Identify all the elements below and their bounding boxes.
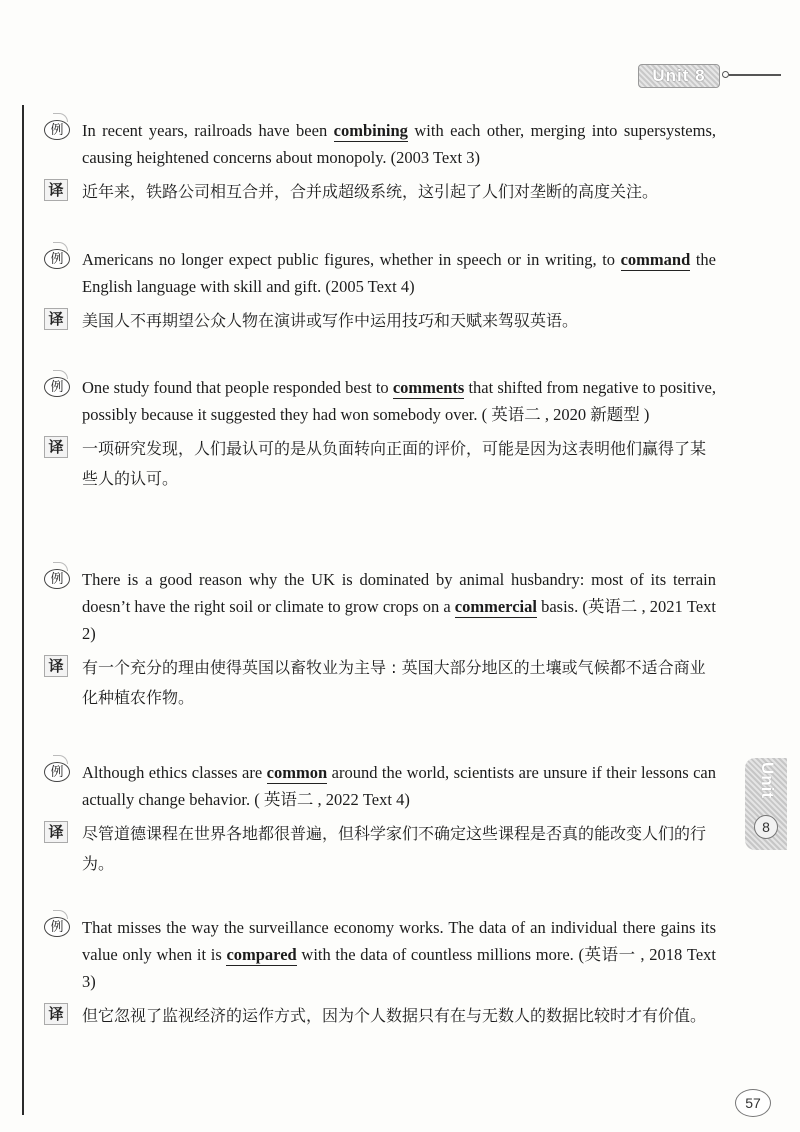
side-tab-label: Unit: [758, 762, 777, 800]
unit-header-tab: [638, 64, 720, 88]
header-rule: [729, 74, 781, 76]
translation-icon: 译: [44, 821, 68, 843]
example-entry-4: [44, 566, 716, 713]
example-entry-6: [44, 914, 716, 1031]
keyword: comments: [392, 378, 465, 397]
translation-icon: 译: [44, 1003, 68, 1025]
sentence-text: basis. (英语二 , 2021 Text 2): [82, 597, 716, 643]
example-sentence: [44, 374, 716, 428]
translation: [44, 177, 716, 207]
sentence-text: with the data of countless millions more. (英语一 , 2018 Text 3): [82, 945, 717, 991]
translation: [44, 653, 716, 713]
example-icon: 例: [44, 120, 70, 140]
sentence-text: with each other, merging into supersystems, causing heightened concerns about monopoly. (2003 Text 3): [82, 121, 716, 167]
translation-icon: 译: [44, 308, 68, 330]
translation-text: 美国人不再期望公众人物在演讲或写作中运用技巧和天赋来驾驭英语。: [82, 311, 579, 330]
translation: [44, 306, 716, 336]
sentence-text: One study found that people responded best to: [82, 378, 393, 397]
example-sentence: [44, 246, 716, 300]
sentence-text: Although ethics classes are: [82, 763, 267, 782]
example-entry-3: [44, 374, 716, 494]
translation-text: 一项研究发现，人们最认可的是从负面转向正面的评价，可能是因为这表明他们赢得了某些人的认可。: [82, 439, 707, 488]
sentence-text: That misses the way the surveillance economy works. The data of an individual there gains its value only when it is: [82, 918, 716, 964]
translation-icon: 译: [44, 655, 68, 677]
example-entry-5: [44, 759, 716, 879]
translation-text: 但它忽视了监视经济的运作方式，因为个人数据只有在与无数人的数据比较时才有价值。: [82, 1006, 707, 1025]
translation-text: 有一个充分的理由使得英国以畜牧业为主导 : 英国大部分地区的土壤或气候都不适合商业化种植农作物。: [82, 658, 706, 707]
side-unit-tab: [745, 758, 787, 850]
example-icon: 例: [44, 249, 70, 269]
side-tab-number: 8: [754, 815, 778, 839]
translation: [44, 1001, 716, 1031]
example-icon: 例: [44, 762, 70, 782]
example-icon: 例: [44, 377, 70, 397]
keyword: command: [620, 250, 691, 269]
keyword: compared: [226, 945, 297, 964]
header-circle-icon: [722, 71, 729, 78]
translation-icon: 译: [44, 179, 68, 201]
translation-text: 近年来，铁路公司相互合并，合并成超级系统，这引起了人们对垄断的高度关注。: [82, 182, 659, 201]
example-icon: 例: [44, 917, 70, 937]
translation-icon: 译: [44, 436, 68, 458]
keyword: commercial: [454, 597, 537, 616]
sentence-text: the English language with skill and gift. (2005 Text 4): [82, 250, 716, 296]
sentence-text: There is a good reason why the UK is dominated by animal husbandry: most of its terrain doesn’t have the right soil or climate to grow crops on a: [82, 570, 716, 616]
sentence-text: around the world, scientists are unsure if their lessons can actually change behavior. ( 英语二 , 2022 Text 4): [82, 763, 717, 809]
example-entry-1: [44, 117, 716, 207]
example-entry-2: [44, 246, 716, 336]
sentence-text: In recent years, railroads have been: [82, 121, 334, 140]
example-sentence: [44, 117, 716, 171]
example-sentence: [44, 566, 716, 647]
example-icon: 例: [44, 569, 70, 589]
page-number-badge: 57: [735, 1089, 771, 1117]
sentence-text: Americans no longer expect public figures, whether in speech or in writing, to: [82, 250, 621, 269]
example-sentence: [44, 914, 716, 995]
translation-text: 尽管道德课程在世界各地都很普遍，但科学家们不确定这些课程是否真的能改变人们的行为。: [82, 824, 707, 873]
example-sentence: [44, 759, 716, 813]
translation: [44, 819, 716, 879]
keyword: combining: [333, 121, 408, 140]
left-margin-rule: [22, 105, 24, 1115]
keyword: common: [266, 763, 328, 782]
unit-header-label: Unit 8: [652, 66, 706, 85]
sentence-text: that shifted from negative to positive, possibly because it suggested they had won somebody over. ( 英语二 , 2020 新题型 ): [82, 378, 716, 424]
translation: [44, 434, 716, 494]
